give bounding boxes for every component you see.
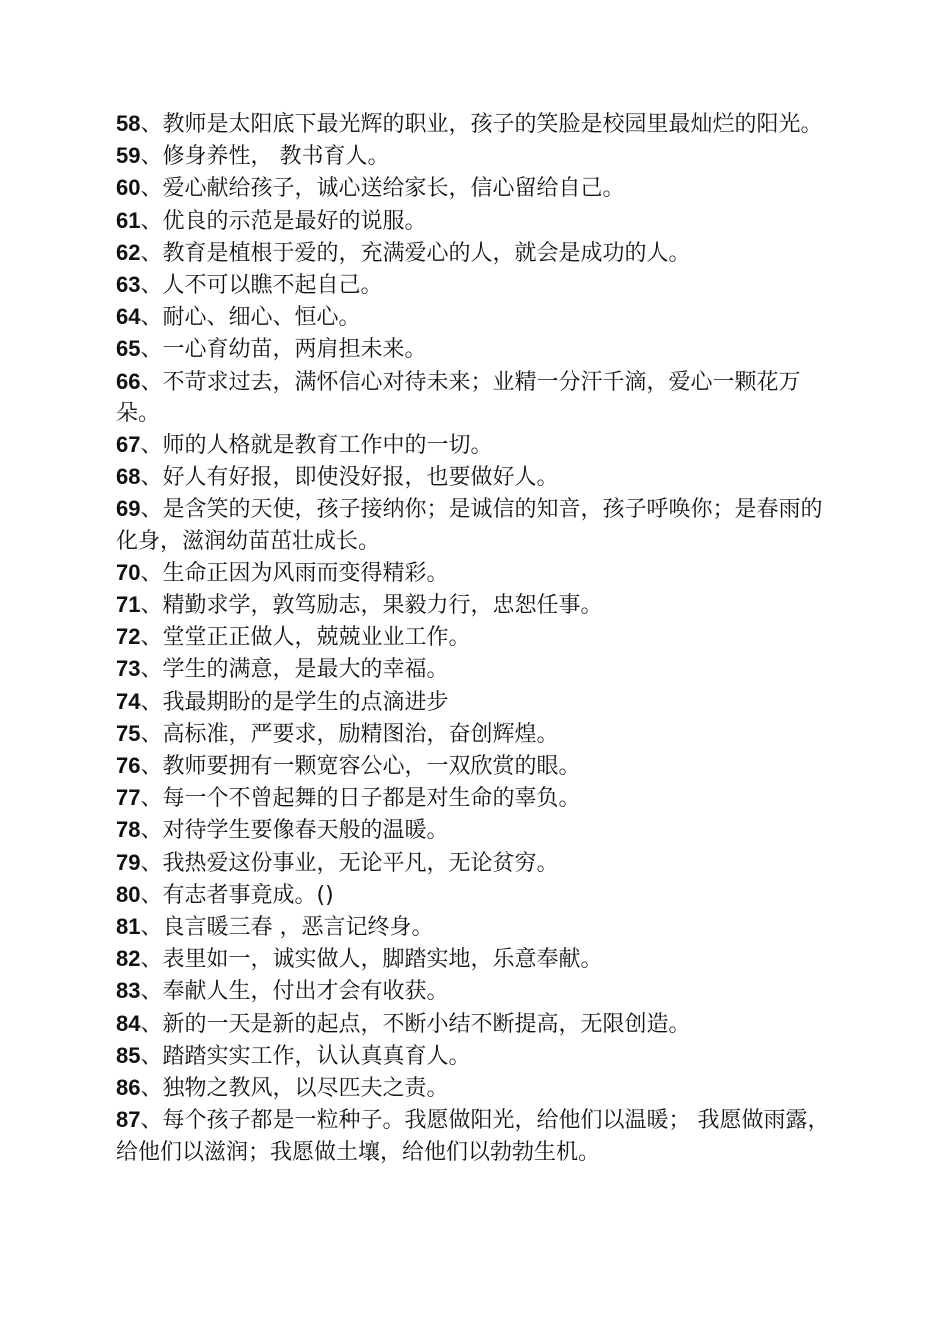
item-number: 70 — [116, 559, 141, 585]
item-text: 、新的一天是新的起点，不断小结不断提高，无限创造。 — [140, 1011, 691, 1037]
item-number: 61 — [116, 207, 141, 233]
item-number: 65 — [116, 336, 141, 362]
item-number: 68 — [116, 464, 141, 490]
item-text: 、一心育幼苗，两肩担未来。 — [140, 337, 427, 363]
item-text: 、修身养性， 教书育人。 — [140, 144, 390, 170]
list-item — [116, 1008, 832, 1040]
item-number: 81 — [116, 914, 141, 940]
item-text: 、堂堂正正做人，兢兢业业工作。 — [140, 625, 471, 651]
list-item — [116, 172, 832, 204]
list-item — [116, 1104, 832, 1167]
item-number: 72 — [116, 624, 141, 650]
item-text: 、表里如一，诚实做人，脚踏实地，乐意奉献。 — [140, 947, 603, 973]
item-text: 、教育是植根于爱的，充满爱心的人，就会是成功的人。 — [140, 240, 691, 266]
item-text: 、对待学生要像春天般的温暖。 — [140, 818, 449, 844]
item-number: 75 — [116, 720, 141, 746]
item-text: 、耐心、细心、恒心。 — [140, 305, 361, 331]
item-number: 60 — [116, 175, 141, 201]
item-text: 、师的人格就是教育工作中的一切。 — [140, 433, 493, 459]
list-item — [116, 879, 832, 911]
list-item — [116, 237, 832, 269]
item-text: 、我热爱这份事业，无论平凡，无论贫穷。 — [140, 850, 559, 876]
list-item — [116, 301, 832, 333]
list-item — [116, 333, 832, 365]
item-number: 67 — [116, 432, 141, 458]
list-item — [116, 814, 832, 846]
item-text: 、教师是太阳底下最光辉的职业，孩子的笑脸是校园里最灿烂的阳光。 — [140, 112, 823, 137]
item-number: 59 — [116, 143, 141, 169]
item-number: 77 — [116, 785, 141, 811]
item-text: 、好人有好报，即使没好报，也要做好人。 — [140, 465, 559, 491]
list-item — [116, 557, 832, 589]
item-text: 、爱心献给孩子，诚心送给家长，信心留给自己。 — [140, 176, 625, 202]
list-item — [116, 847, 832, 879]
list-item — [116, 269, 832, 301]
item-number: 82 — [116, 946, 141, 972]
item-text: 、我最期盼的是学生的点滴进步 — [140, 689, 449, 715]
quote-list — [116, 108, 832, 1168]
list-item — [116, 1072, 832, 1104]
list-item — [116, 686, 832, 718]
item-text: 、高标准，严要求，励精图治，奋创辉煌。 — [140, 721, 559, 747]
item-text: 、是含笑的天使，孩子接纳你；是诚信的知音，孩子呼唤你；是春雨的化身，滋润幼苗茁壮成长。 — [116, 497, 823, 554]
item-text: 、奉献人生，付出才会有收获。 — [140, 979, 449, 1005]
item-text: 、有志者事竟成。() — [140, 882, 334, 908]
list-item — [116, 750, 832, 782]
list-item — [116, 653, 832, 685]
list-item — [116, 429, 832, 461]
list-item — [116, 782, 832, 814]
list-item — [116, 589, 832, 621]
item-number: 84 — [116, 1010, 141, 1036]
list-item — [116, 975, 832, 1007]
list-item — [116, 943, 832, 975]
list-item — [116, 205, 832, 237]
list-item — [116, 621, 832, 653]
item-number: 85 — [116, 1042, 141, 1068]
item-number: 78 — [116, 817, 141, 843]
item-number: 58 — [116, 111, 141, 136]
item-number: 76 — [116, 753, 141, 779]
list-item — [116, 718, 832, 750]
item-number: 86 — [116, 1075, 141, 1101]
item-number: 64 — [116, 304, 141, 330]
item-number: 74 — [116, 688, 141, 714]
item-number: 63 — [116, 272, 141, 298]
item-number: 87 — [116, 1107, 141, 1133]
item-text: 、每一个不曾起舞的日子都是对生命的辜负。 — [140, 786, 581, 812]
list-item — [116, 108, 832, 140]
list-item — [116, 140, 832, 172]
list-item — [116, 461, 832, 493]
item-text: 、优良的示范是最好的说服。 — [140, 208, 427, 234]
item-text: 、踏踏实实工作，认认真真育人。 — [140, 1043, 471, 1069]
list-item — [116, 366, 832, 429]
item-text: 、教师要拥有一颗宽容公心，一双欣赏的眼。 — [140, 754, 581, 780]
item-number: 79 — [116, 849, 141, 875]
item-number: 71 — [116, 592, 141, 618]
item-text: 、学生的满意，是最大的幸福。 — [140, 657, 449, 683]
item-text: 、精勤求学，敦笃励志，果毅力行，忠恕任事。 — [140, 593, 603, 619]
item-number: 73 — [116, 656, 141, 682]
item-number: 62 — [116, 239, 141, 265]
item-text: 、良言暖三春 ，恶言记终身。 — [140, 915, 434, 941]
item-number: 66 — [116, 368, 141, 394]
list-item — [116, 493, 832, 556]
item-text: 、生命正因为风雨而变得精彩。 — [140, 560, 449, 586]
item-text: 、独物之教风，以尽匹夫之责。 — [140, 1076, 449, 1102]
item-text: 、不苛求过去，满怀信心对待未来；业精一分汗千滴，爱心一颗花万朵。 — [116, 369, 801, 426]
item-number: 83 — [116, 978, 141, 1004]
item-number: 80 — [116, 881, 141, 907]
list-item — [116, 1040, 832, 1072]
list-item — [116, 911, 832, 943]
item-text: 、每个孩子都是一粒种子。我愿做阳光，给他们以温暖； 我愿做雨露， 给他们以滋润；我愿做土壤，给他们以勃勃生机。 — [116, 1108, 830, 1165]
item-number: 69 — [116, 496, 141, 522]
item-text: 、人不可以瞧不起自己。 — [140, 273, 383, 299]
